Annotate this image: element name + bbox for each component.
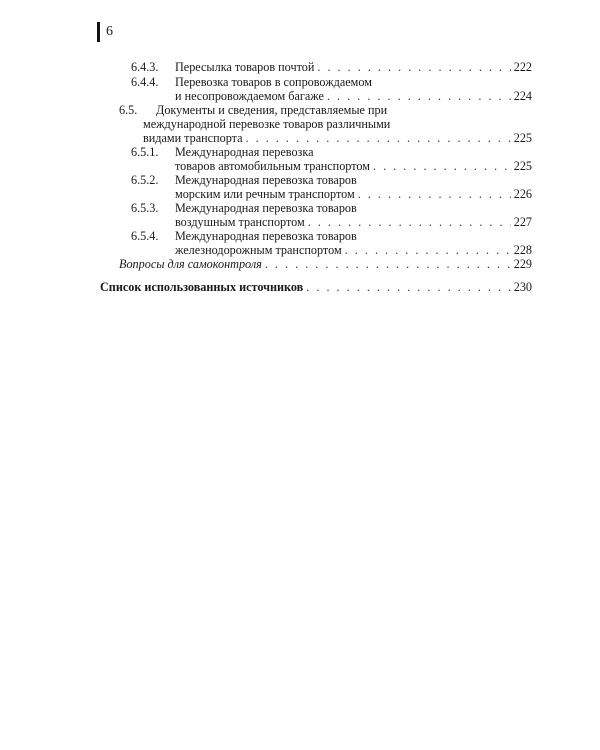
toc-entry-page: 222 <box>513 60 532 74</box>
toc-entry-title: Международная перевозка товаров <box>175 201 357 215</box>
toc-entry-number: 6.5. <box>119 103 138 117</box>
toc-entry-title: Международная перевозка <box>175 145 314 159</box>
page-header <box>97 21 113 43</box>
toc-entry-page: 230 <box>513 280 532 294</box>
toc-entry-page: 224 <box>513 89 532 103</box>
toc-entry-title: Вопросы для самоконтроля <box>119 257 262 271</box>
toc-entry-page: 225 <box>513 159 532 173</box>
leader-dots <box>246 131 511 145</box>
toc-entry-questions[interactable] <box>100 257 532 271</box>
leader-dots <box>265 257 511 271</box>
toc-entry-6-4-4[interactable] <box>100 75 532 103</box>
toc-entry-title-cont: железнодорожным транспортом <box>175 243 342 257</box>
toc-entry-title: Пересылка товаров почтой <box>175 60 315 74</box>
toc-entry-page: 226 <box>513 187 532 201</box>
toc-entry-title-cont: видами транспорта <box>143 131 243 145</box>
leader-dots <box>306 280 510 294</box>
leader-dots <box>373 159 511 173</box>
toc-entry-number: 6.4.4. <box>131 75 159 89</box>
leader-dots <box>327 89 511 103</box>
toc-entry-page: 229 <box>513 257 532 271</box>
toc-entry-number: 6.5.1. <box>131 145 159 159</box>
toc-entry-number: 6.4.3. <box>131 60 159 74</box>
toc-entry-title-cont: воздушным транспортом <box>175 215 305 229</box>
toc-entry-number: 6.5.4. <box>131 229 159 243</box>
page-number: 6 <box>106 24 113 39</box>
toc-entry-title: Перевозка товаров в сопровождаемом <box>175 75 372 89</box>
toc-entry-6-4-3[interactable] <box>100 60 532 74</box>
toc-entry-title-cont: международной перевозке товаров различными <box>143 117 391 131</box>
toc-entry-title: Список использованных источников <box>100 280 304 294</box>
toc-entry-title-cont: товаров автомобильным транспортом <box>175 159 370 173</box>
leader-dots <box>308 215 511 229</box>
toc-entry-6-5[interactable] <box>100 103 532 145</box>
toc-entry-6-5-1[interactable] <box>100 145 532 173</box>
toc-entry-title-cont: морским или речным транспортом <box>175 187 355 201</box>
toc-entry-page: 227 <box>513 215 532 229</box>
toc-entry-6-5-4[interactable] <box>100 229 532 257</box>
leader-dots <box>317 60 510 74</box>
toc-entry-page: 225 <box>513 131 532 145</box>
toc-entry-6-5-3[interactable] <box>100 201 532 229</box>
toc-entry-title: Документы и сведения, представляемые при <box>156 103 388 117</box>
toc-entry-6-5-2[interactable] <box>100 173 532 201</box>
toc-entry-title-cont: и несопровождаемом багаже <box>175 89 324 103</box>
toc-entry-sources[interactable] <box>100 280 532 294</box>
toc-entry-title: Международная перевозка товаров <box>175 173 357 187</box>
leader-dots <box>358 187 511 201</box>
leader-dots <box>345 243 511 257</box>
toc-entry-number: 6.5.3. <box>131 201 159 215</box>
toc-entry-number: 6.5.2. <box>131 173 159 187</box>
header-bar <box>97 22 100 42</box>
toc-entry-page: 228 <box>513 243 532 257</box>
toc-entry-title: Международная перевозка товаров <box>175 229 357 243</box>
